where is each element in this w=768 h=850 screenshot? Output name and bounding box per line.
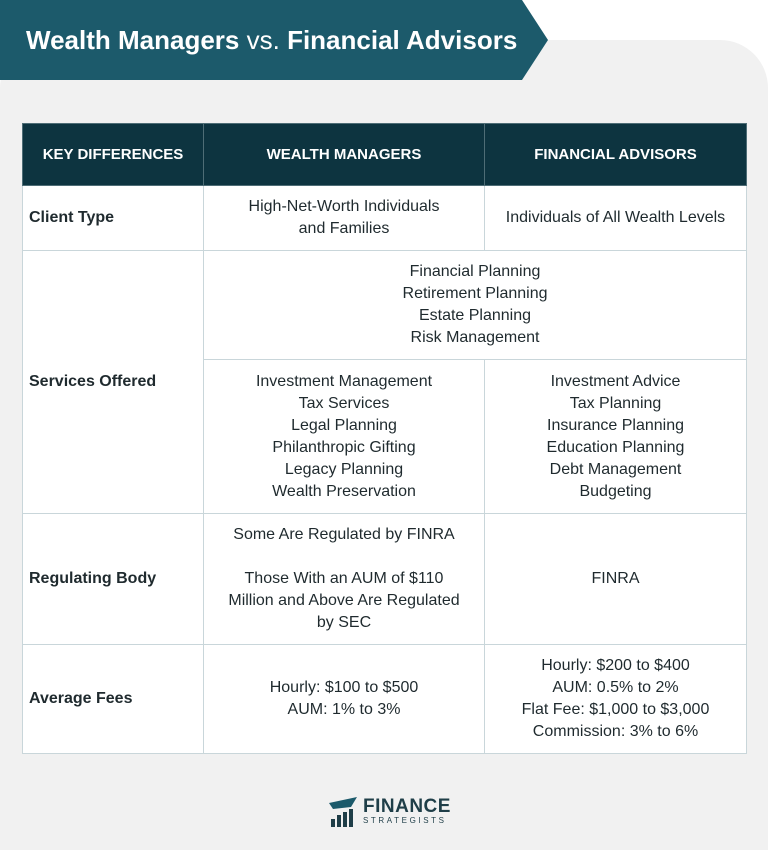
title-vs: vs.	[246, 25, 280, 55]
cell-line: Risk Management	[410, 329, 540, 346]
services-financial-advisors	[485, 360, 747, 514]
title-part-1: Wealth Managers	[26, 25, 240, 55]
cell-line: Those With an AUM of $110	[244, 570, 444, 587]
table-row-client-type	[23, 186, 747, 251]
services-shared	[204, 251, 747, 360]
logo-sub-text: STRATEGISTS	[363, 816, 447, 825]
table-header-row	[23, 124, 747, 186]
cell-line: Investment Management	[255, 372, 433, 390]
row-label-average-fees: Average Fees	[23, 645, 204, 754]
cell-line: Individuals of All Wealth Levels	[505, 209, 726, 226]
cell-line: Budgeting	[579, 482, 652, 500]
header-key-differences: KEY DIFFERENCES	[23, 124, 204, 186]
table-row-services-shared	[23, 251, 747, 360]
cell-line: FINRA	[591, 570, 640, 587]
header-financial-advisors: FINANCIAL ADVISORS	[485, 124, 747, 186]
row-label-client-type: Client Type	[23, 186, 204, 251]
client-type-wealth-managers	[204, 186, 485, 251]
cell-line: AUM: 0.5% to 2%	[552, 679, 679, 696]
regulating-body-financial-advisors	[485, 514, 747, 645]
cell-line: Hourly: $100 to $500	[269, 679, 419, 696]
row-label-regulating-body: Regulating Body	[23, 514, 204, 645]
table-row-regulating-body	[23, 514, 747, 645]
cell-line: Estate Planning	[418, 307, 532, 324]
client-type-financial-advisors	[485, 186, 747, 251]
cell-line: Legal Planning	[291, 416, 397, 434]
cell-line: Insurance Planning	[547, 416, 684, 434]
cell-line: Flat Fee: $1,000 to $3,000	[521, 701, 710, 718]
cell-line: Tax Planning	[569, 394, 662, 412]
logo-main-text: FINANCE	[363, 796, 451, 817]
comparison-table	[22, 123, 747, 754]
header-wealth-managers: WEALTH MANAGERS	[204, 124, 485, 186]
cell-line: Wealth Preservation	[272, 482, 416, 500]
cell-line: and Families	[298, 220, 390, 237]
cell-line: by SEC	[316, 614, 372, 631]
cell-line: Investment Advice	[550, 372, 681, 390]
cell-line: Financial Planning	[409, 263, 541, 280]
logo-mark-icon	[327, 795, 359, 827]
cell-line: High-Net-Worth Individuals	[248, 198, 440, 215]
page-title	[26, 0, 517, 80]
cell-line: Tax Services	[298, 394, 390, 412]
cell-line: Debt Management	[549, 460, 682, 478]
cell-line: Legacy Planning	[284, 460, 404, 478]
average-fees-financial-advisors	[485, 645, 747, 754]
cell-line: Hourly: $200 to $400	[541, 657, 690, 674]
services-wealth-managers	[204, 360, 485, 514]
cell-line: Million and Above Are Regulated	[228, 592, 460, 609]
title-part-2: Financial Advisors	[287, 25, 518, 55]
cell-line: Retirement Planning	[402, 285, 548, 302]
table-row-average-fees	[23, 645, 747, 754]
finance-strategists-logo	[327, 794, 451, 828]
cell-line: Some Are Regulated by FINRA	[233, 526, 455, 543]
cell-line: Commission: 3% to 6%	[532, 723, 699, 740]
regulating-body-wealth-managers	[204, 514, 485, 645]
row-label-services-offered: Services Offered	[23, 251, 204, 514]
cell-spacer	[210, 546, 478, 568]
cell-line: Philanthropic Gifting	[272, 438, 416, 456]
cell-line: Education Planning	[546, 438, 685, 456]
average-fees-wealth-managers	[204, 645, 485, 754]
cell-line: AUM: 1% to 3%	[287, 701, 401, 718]
